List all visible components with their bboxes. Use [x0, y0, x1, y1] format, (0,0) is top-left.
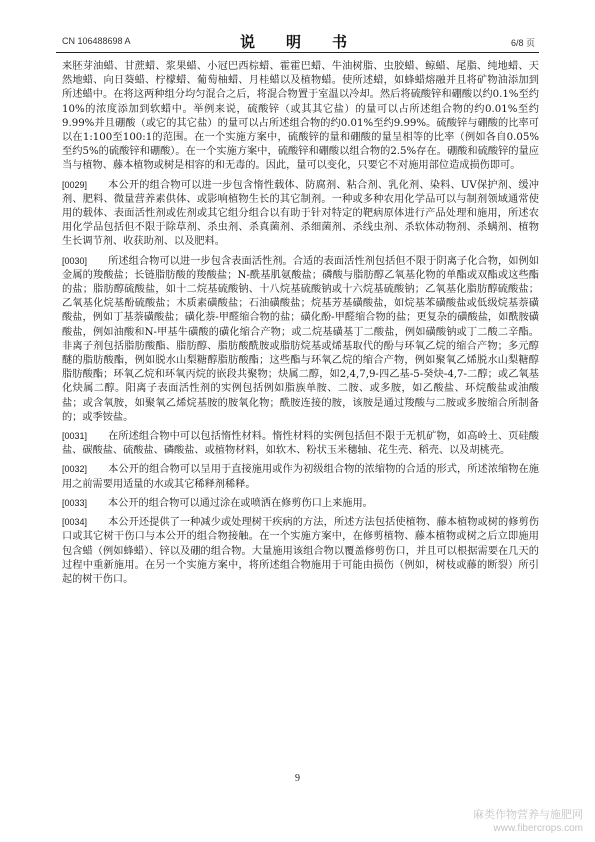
paragraph-text: 所述组合物可以进一步包含表面活性剂。合适的表面活性剂包括但不限于阴离子化合物，如例如金属的羧酸盐；长链脂肪酸的羧酸盐；N-酰基肌氨酸盐；磷酸与脂肪醇乙氧基化物的单酯或双酯或这些酯的盐；脂肪醇硫酸盐，如十二烷基硫酸钠、十八烷基硫酸钠或十六烷基硫酸钠；乙氧基化脂肪醇硫酸盐；乙氧基化烷基酚硫酸盐；木质素磺酸盐；石油磺酸盐；烷基芳基磺酸盐，如烷基苯磺酸盐或低级烷基萘磺酸盐，例如丁基萘磺酸盐；磺化萘-甲醛缩合物的盐；磺化酚-甲醛缩合物的盐；更复杂的磺酸盐，如酰胺磺酸盐，例如油酸和N-甲基牛磺酸的磺化缩合产物；或二烷基磺基丁二酸盐，例如磺酸钠或丁二酸二辛酯。非离子剂包括脂肪酸酯、脂肪醇、脂肪酸酰胺或脂肪烷基或烯基取代的酚与环氧乙烷的缩合产物；多元醇醚的脂肪酸酯，例如脱水山梨糖醇脂肪酸酯；这些酯与环氧乙烷的缩合产物，例如聚氧乙烯脱水山梨糖醇脂肪酸酯；环氧乙烷和环氧丙烷的嵌段共聚物；炔属二醇，如2,4,7,9-四乙基-5-癸炔-4,7-二醇；或乙氧基化炔属二醇。阳离子表面活性剂的实例包括例如脂族单胺、二胺、或多胺，如乙酸盐、环烷酸盐或油酸盐；或含氧胺，如聚氧乙烯烷基胺的胺氧化物；酰胺连接的胺，该胺是通过羧酸与二胺或多胺缩合所制备的；或季铵盐。	[62, 255, 539, 423]
document-body	[62, 60, 539, 591]
paragraph-text: 本公开还提供了一种减少或处理树干疾病的方法，所述方法包括使植物、藤本植物或树的修剪伤口或其它树干伤口与本公开的组合物接触。在一个实施方案中，在修剪植物、藤本植物或树之后立即施用包含蜡（例如蜂蜡）、锌以及硼的组合物。大量施用该组合物以覆盖修剪伤口，并且可以根据需要在几天的过程中重新施用。在另一个实施方案中，将所述组合物施用于可能由损伤（例如，树枝或藤的断裂）所引起的树干伤口。	[62, 517, 539, 585]
page-number: 9	[295, 773, 300, 784]
paragraph-0029	[62, 178, 539, 250]
page-indicator: 6/8 页	[510, 38, 535, 48]
page-header	[56, 30, 539, 53]
paragraph-number: [0034]	[62, 517, 88, 528]
paragraph-text: 本公开的组合物可以进一步包含惰性载体、防腐剂、粘合剂、乳化剂、染料、UV保护剂、缓冲剂、肥料、微量营养素供体、或影响植物生长的其它制剂。一种或多种农用化学品可以与制剂领域通常使用的载体、表面活性剂或佐剂或其它组分组合以有助于针对特定的靶病原体进行产品处理和施用，所述农用化学品包括但不限于除草剂、杀虫剂、杀真菌剂、杀细菌剂、杀线虫剂、杀软体动物剂、杀螨剂、植物生长调节剂、收获助剂、以及肥料。	[62, 179, 539, 248]
paragraph-0030	[62, 254, 539, 425]
patent-number: CN 106488698 A	[62, 36, 131, 46]
watermark-site-name: 麻类作物营养与施肥网	[473, 808, 583, 821]
paragraph-text: 本公开的组合物可以呈用于直接施用或作为初级组合物的浓缩物的合适的形式，所述浓缩物在施用之前需要用适量的水或其它稀释剂稀释。	[62, 464, 539, 490]
paragraph-number: [0031]	[62, 431, 88, 442]
paragraph-text: 在所述组合物中可以包括惰性材料。惰性材料的实例包括但不限于无机矿物，如高岭土、页硅酸盐、碳酸盐、硫酸盐、磷酸盐、或植物材料，如软木、粉状玉米穗轴、花生壳、稻壳、以及胡桃壳。	[62, 431, 539, 457]
paragraph-0034	[62, 515, 539, 587]
paragraph-0032	[62, 462, 539, 491]
document-title: 说 明 书	[239, 33, 355, 51]
paragraph-number: [0030]	[62, 255, 88, 266]
paragraph-number: [0033]	[62, 497, 88, 508]
watermark	[473, 808, 583, 836]
paragraph-number: [0029]	[62, 179, 88, 190]
paragraph-0031	[62, 429, 539, 458]
paragraph-number: [0032]	[62, 464, 88, 475]
paragraph-text: 本公开的组合物可以通过涂在或喷洒在修剪伤口上来施用。	[108, 497, 373, 509]
watermark-url: www.fibercrops.com	[493, 823, 583, 834]
paragraph-0033	[62, 496, 539, 511]
continued-paragraph: 来胚芽油蜡、甘蔗蜡、浆果蜡、小冠巴西棕蜡、霍霍巴蜡、牛油树脂、虫胶蜡、鲸蜡、尾脂、纯地蜡、天然地蜡、向日葵蜡、柠檬蜡、葡萄柚蜡、月桂蜡以及植物蜡。使所述蜡，如蜂蜡熔融并且将矿物油添加到所述蜡中。在将这两种组分均匀混合之后，将混合物置于室温以冷却。然后将硫酸锌和硼酸以约0.1%至约10%的浓度添加到软蜡中。举例来说，硫酸锌（或其其它盐）的量可以占所述组合物的约0.01%至约9.99%并且硼酸（或它的其它盐）的量可以占所述组合物的约0.01%至约9.99%。硫酸锌与硼酸的比率可以在1:100至100:1的范围。在一个实施方案中，硫酸锌的量和硼酸的量呈相等的比率（例如各自0.05%至约5%的硫酸锌和硼酸）。在一个实施方案中，硫酸锌和硼酸以组合物的2.5%存在。硼酸和硫酸锌的量应当与植物、藤本植物或树是相容的和无毒的。因此，量可以变化，只要它不对施用部位造成损伤即可。	[62, 61, 539, 172]
